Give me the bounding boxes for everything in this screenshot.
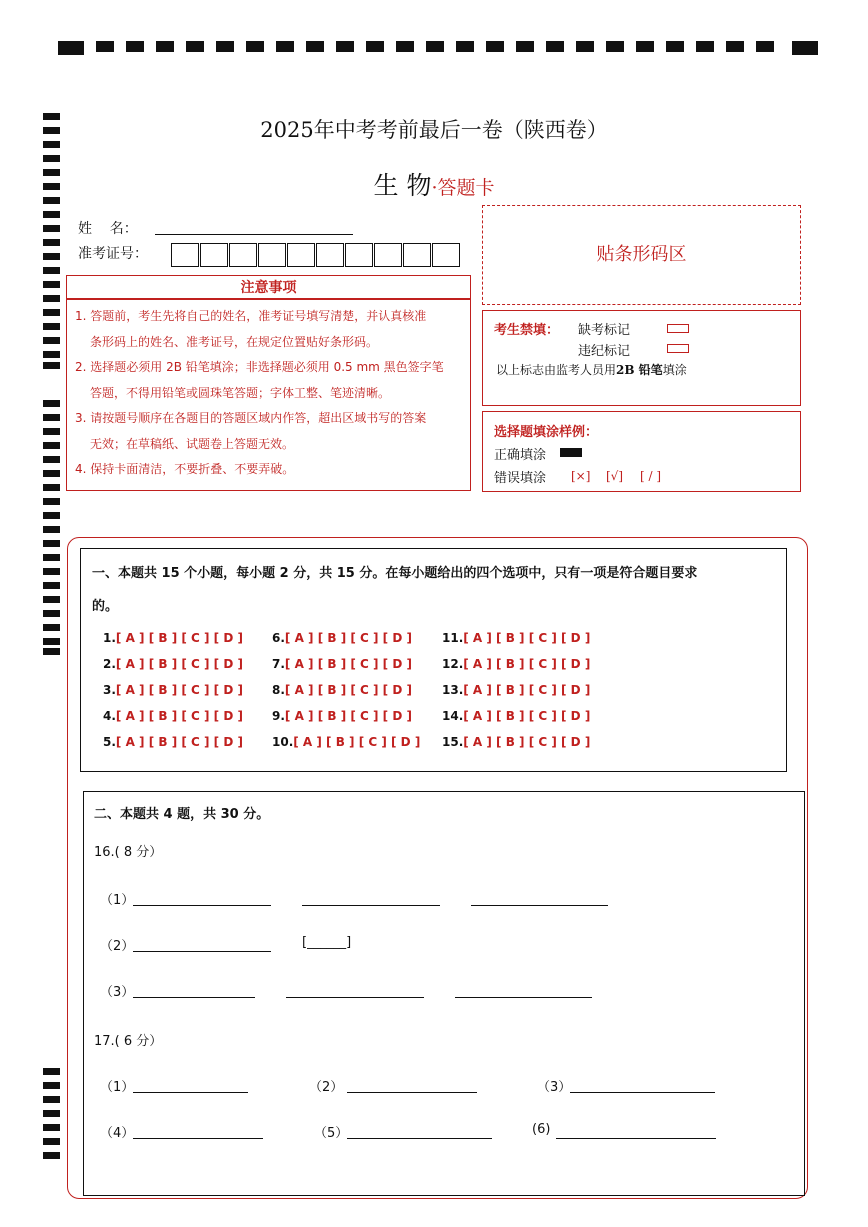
forbidden-note bbox=[496, 361, 687, 378]
answer-blank[interactable] bbox=[347, 1137, 492, 1139]
sub-label: (6) bbox=[532, 1122, 551, 1137]
id-box[interactable] bbox=[258, 243, 286, 267]
notice-item: 3. 请按题号顺序在各题目的答题区域内作答，超出区域书写的答案 bbox=[75, 411, 427, 425]
answer-blank[interactable] bbox=[455, 996, 592, 998]
name-label: 姓 名： bbox=[78, 221, 138, 237]
id-box[interactable] bbox=[200, 243, 228, 267]
forbidden-title: 考生禁填： bbox=[494, 323, 560, 338]
sub-label: （1） bbox=[100, 1080, 135, 1095]
answer-blank[interactable] bbox=[133, 1091, 248, 1093]
question-row bbox=[272, 709, 412, 723]
question-row bbox=[103, 631, 243, 645]
question-number: 14. bbox=[442, 709, 464, 723]
bubble-options[interactable]: [ A ] [ B ] [ C ] [ D ] bbox=[284, 657, 412, 671]
forbidden-box bbox=[482, 310, 801, 406]
question-row bbox=[103, 709, 243, 723]
notice-item: 4. 保持卡面清洁，不要折叠、不要弄破。 bbox=[75, 462, 295, 476]
sub-label: （3） bbox=[537, 1080, 572, 1095]
question-number: 4. bbox=[103, 709, 116, 723]
sub-label: （4） bbox=[100, 1126, 135, 1141]
answer-blank[interactable] bbox=[133, 904, 271, 906]
sub-label: （5） bbox=[314, 1126, 349, 1141]
answer-blank[interactable] bbox=[347, 1091, 477, 1093]
answer-blank[interactable] bbox=[471, 904, 608, 906]
question-row bbox=[103, 735, 243, 749]
forbidden-note-prefix: 以上标志由监考人员用 bbox=[496, 363, 617, 377]
answer-blank[interactable] bbox=[570, 1091, 715, 1093]
id-box[interactable] bbox=[171, 243, 199, 267]
id-box[interactable] bbox=[316, 243, 344, 267]
bubble-options[interactable]: [ A ] [ B ] [ C ] [ D ] bbox=[463, 657, 591, 671]
bubble-options[interactable]: [ A ] [ B ] [ C ] [ D ] bbox=[284, 683, 412, 697]
absent-mark[interactable] bbox=[667, 324, 689, 333]
bubble-options[interactable]: [ A ] [ B ] [ C ] [ D ] bbox=[115, 657, 243, 671]
violation-mark[interactable] bbox=[667, 344, 689, 353]
fill-example-title: 选择题填涂样例： bbox=[494, 425, 599, 440]
question-row bbox=[442, 709, 590, 723]
section2-heading: 二、本题共 4 题，共 30 分。 bbox=[94, 807, 270, 822]
notice-item: 条形码上的姓名、准考证号，在规定位置贴好条形码。 bbox=[90, 334, 379, 349]
question-row bbox=[442, 657, 590, 671]
bubble-options[interactable]: [ A ] [ B ] [ C ] [ D ] bbox=[293, 735, 421, 749]
fill-example-box bbox=[482, 411, 801, 492]
absent-label: 缺考标记 bbox=[578, 323, 631, 338]
violation-label: 违纪标记 bbox=[578, 344, 631, 359]
question-16-label: 16.( 8 分） bbox=[94, 845, 163, 860]
id-box[interactable] bbox=[229, 243, 257, 267]
wrong-label: 错误填涂 bbox=[494, 471, 547, 486]
question-row bbox=[272, 631, 412, 645]
id-box[interactable] bbox=[287, 243, 315, 267]
wrong-mark: [ / ] bbox=[640, 469, 662, 483]
name-field[interactable] bbox=[155, 234, 353, 235]
notice-item: 1. 答题前，考生先将自己的姓名，准考证号填写清楚，并认真核准 bbox=[75, 309, 427, 323]
question-number: 12. bbox=[442, 657, 464, 671]
wrong-mark: [√] bbox=[606, 469, 624, 483]
question-number: 7. bbox=[272, 657, 285, 671]
notice-item: 答题，不得用铅笔或圆珠笔答题；字体工整、笔迹清晰。 bbox=[90, 385, 391, 400]
subject-name: 生 物 bbox=[373, 171, 432, 200]
bubble-options[interactable]: [ A ] [ B ] [ C ] [ D ] bbox=[115, 709, 243, 723]
question-number: 13. bbox=[442, 683, 464, 697]
question-17-label: 17.( 6 分） bbox=[94, 1034, 163, 1049]
id-box[interactable] bbox=[403, 243, 431, 267]
question-row bbox=[272, 735, 420, 749]
bubble-options[interactable]: [ A ] [ B ] [ C ] [ D ] bbox=[284, 631, 412, 645]
bubble-options[interactable]: [ A ] [ B ] [ C ] [ D ] bbox=[463, 709, 591, 723]
bubble-options[interactable]: [ A ] [ B ] [ C ] [ D ] bbox=[463, 735, 591, 749]
notice-item: 无效；在草稿纸、试题卷上答题无效。 bbox=[90, 436, 295, 451]
forbidden-note-suffix: 填涂 bbox=[662, 363, 687, 377]
question-number: 5. bbox=[103, 735, 116, 749]
barcode-area bbox=[482, 205, 801, 305]
question-number: 3. bbox=[103, 683, 116, 697]
sub-label: （1） bbox=[100, 893, 135, 908]
question-number: 10. bbox=[272, 735, 294, 749]
notice-item: 2. 选择题必须用 2B 铅笔填涂；非选择题必须用 0.5 mm 黑色签字笔 bbox=[75, 360, 444, 374]
section1-heading-cont: 的。 bbox=[92, 599, 119, 614]
bubble-options[interactable]: [ A ] [ B ] [ C ] [ D ] bbox=[463, 683, 591, 697]
id-box[interactable] bbox=[345, 243, 373, 267]
question-number: 9. bbox=[272, 709, 285, 723]
question-row bbox=[272, 683, 412, 697]
bubble-options[interactable]: [ A ] [ B ] [ C ] [ D ] bbox=[463, 631, 591, 645]
forbidden-note-bold: 2B 铅笔 bbox=[616, 363, 663, 377]
sub-label: （3） bbox=[100, 985, 135, 1000]
question-row bbox=[442, 631, 590, 645]
question-row bbox=[272, 657, 412, 671]
question-row bbox=[103, 657, 243, 671]
answer-blank[interactable] bbox=[556, 1137, 716, 1139]
answer-blank[interactable] bbox=[133, 996, 255, 998]
question-number: 2. bbox=[103, 657, 116, 671]
question-number: 1. bbox=[103, 631, 116, 645]
answer-blank[interactable] bbox=[133, 1137, 263, 1139]
answer-blank[interactable] bbox=[133, 950, 271, 952]
sub-label: （2） bbox=[309, 1080, 344, 1095]
bracket-blank[interactable]: [______] bbox=[302, 935, 352, 950]
correct-label: 正确填涂 bbox=[494, 448, 547, 463]
notice-title: 注意事项 bbox=[66, 275, 471, 299]
answer-blank[interactable] bbox=[286, 996, 424, 998]
question-number: 8. bbox=[272, 683, 285, 697]
id-box[interactable] bbox=[374, 243, 402, 267]
card-type: ·答题卡 bbox=[431, 177, 495, 199]
bubble-options[interactable]: [ A ] [ B ] [ C ] [ D ] bbox=[115, 683, 243, 697]
subject-title bbox=[0, 166, 868, 202]
bubble-options[interactable]: [ A ] [ B ] [ C ] [ D ] bbox=[115, 631, 243, 645]
sub-label: （2） bbox=[100, 939, 135, 954]
question-number: 11. bbox=[442, 631, 464, 645]
top-timing-marks bbox=[58, 41, 818, 55]
wrong-mark: [×] bbox=[571, 469, 591, 483]
answer-blank[interactable] bbox=[302, 904, 440, 906]
bubble-options[interactable]: [ A ] [ B ] [ C ] [ D ] bbox=[284, 709, 412, 723]
question-number: 6. bbox=[272, 631, 285, 645]
section1-box bbox=[80, 548, 787, 772]
id-label: 准考证号： bbox=[78, 246, 148, 262]
bubble-options[interactable]: [ A ] [ B ] [ C ] [ D ] bbox=[115, 735, 243, 749]
correct-fill-sample bbox=[560, 448, 582, 457]
question-row bbox=[103, 683, 243, 697]
section2-box bbox=[83, 791, 805, 1196]
question-row bbox=[442, 683, 590, 697]
id-box[interactable] bbox=[432, 243, 460, 267]
question-number: 15. bbox=[442, 735, 464, 749]
question-row bbox=[442, 735, 590, 749]
notice-box bbox=[66, 299, 471, 491]
barcode-label: 贴条形码区 bbox=[596, 244, 687, 265]
exam-title: 2025年中考考前最后一卷（陕西卷） bbox=[260, 118, 608, 142]
section1-heading: 一、本题共 15 个小题，每小题 2 分，共 15 分。在每小题给出的四个选项中，只有一项是符合题目要求 bbox=[92, 566, 698, 581]
